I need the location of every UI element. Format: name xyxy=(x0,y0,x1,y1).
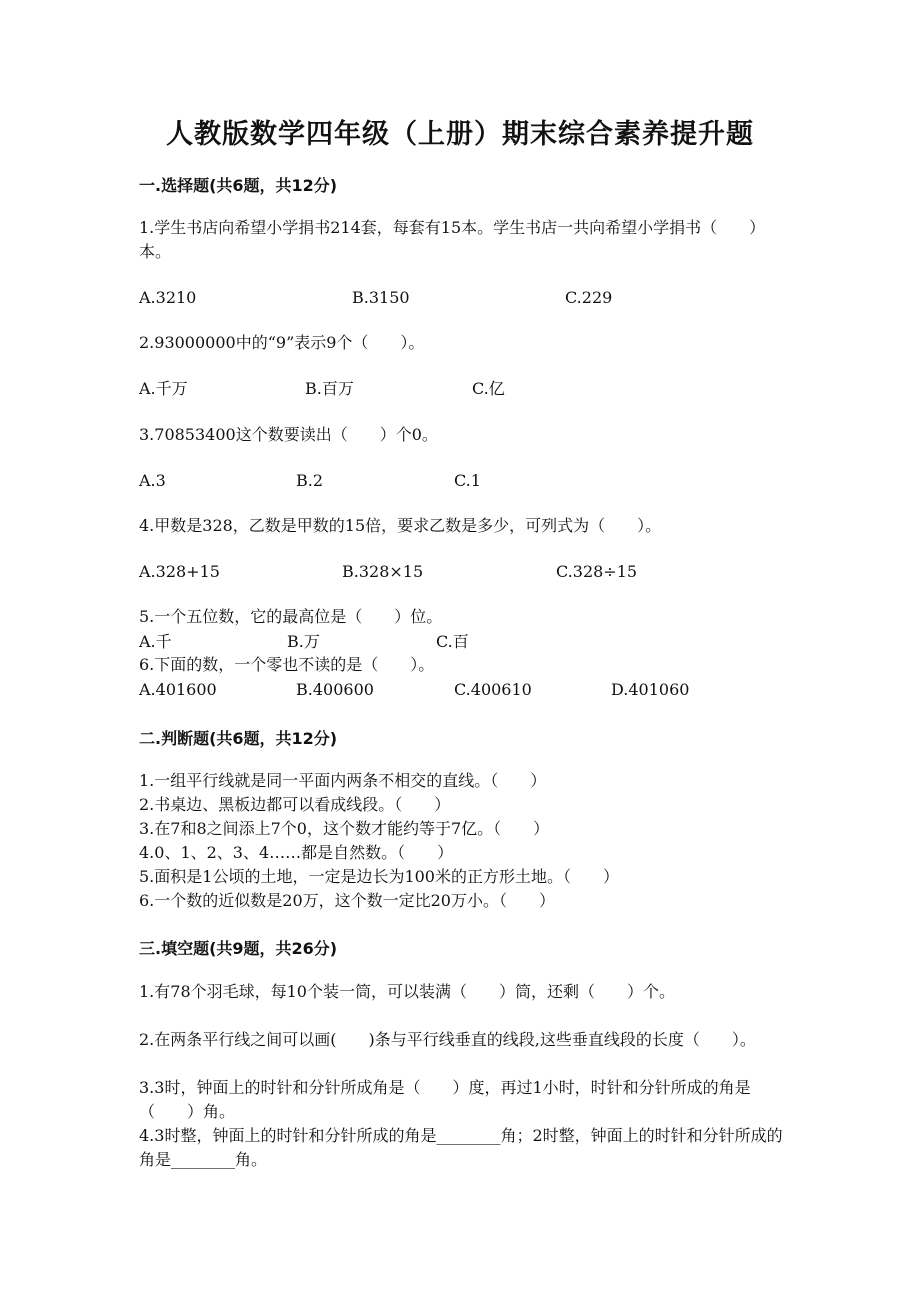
option-c: C.百 xyxy=(436,632,469,651)
option-d: D.401060 xyxy=(611,680,690,699)
option-a: A.328+15 xyxy=(139,562,220,581)
fill-blank-item: 2.在两条平行线之间可以画( )条与平行线垂直的线段,这些垂直线段的长度（ ）。 xyxy=(139,1030,756,1049)
option-a: A.401600 xyxy=(139,680,217,699)
section-heading-judgement: 二.判断题(共6题，共12分) xyxy=(139,729,338,748)
option-b: B.3150 xyxy=(352,288,410,307)
option-c: C.亿 xyxy=(472,379,505,398)
section-heading-choice: 一.选择题(共6题，共12分) xyxy=(139,176,338,195)
question-text: 3.70853400这个数要读出（ ）个0。 xyxy=(139,425,438,444)
judgement-item: 3.在7和8之间添上7个0，这个数才能约等于7亿。（ ） xyxy=(139,819,550,838)
fill-blank-item: 1.有78个羽毛球，每10个装一筒，可以装满（ ）筒，还剩（ ）个。 xyxy=(139,982,675,1001)
option-c: C.328÷15 xyxy=(556,562,638,581)
page-title: 人教版数学四年级（上册）期末综合素养提升题 xyxy=(166,119,754,150)
judgement-item: 1.一组平行线就是同一平面内两条不相交的直线。（ ） xyxy=(139,771,547,790)
option-b: B.328×15 xyxy=(342,562,424,581)
fill-blank-item: 3.3时，钟面上的时针和分针所成角是（ ）度，再过1小时，时针和分针所成的角是（ ）角。 xyxy=(139,1078,751,1121)
option-b: B.百万 xyxy=(305,379,354,398)
question-text: 5.一个五位数，它的最高位是（ ）位。 xyxy=(139,607,443,626)
question-text: 1.学生书店向希望小学捐书214套，每套有15本。学生书店一共向希望小学捐书（ ）本。 xyxy=(139,218,766,261)
question-text: 6.下面的数，一个零也不读的是（ ）。 xyxy=(139,655,435,674)
question-text: 2.93000000中的“9”表示9个（ ）。 xyxy=(139,333,425,352)
option-a: A.千 xyxy=(139,632,172,651)
option-c: C.400610 xyxy=(454,680,532,699)
option-a: A.3 xyxy=(139,471,166,490)
judgement-item: 6.一个数的近似数是20万，这个数一定比20万小。（ ） xyxy=(139,891,555,910)
section-heading-fill-blank: 三.填空题(共9题，共26分) xyxy=(139,939,338,958)
judgement-item: 2.书桌边、黑板边都可以看成线段。（ ） xyxy=(139,795,451,814)
option-a: A.3210 xyxy=(139,288,197,307)
option-c: C.1 xyxy=(454,471,481,490)
option-a: A.千万 xyxy=(139,379,188,398)
option-b: B.万 xyxy=(287,632,320,651)
option-b: B.400600 xyxy=(296,680,374,699)
judgement-item: 4.0、1、2、3、4……都是自然数。（ ） xyxy=(139,843,454,862)
option-b: B.2 xyxy=(296,471,324,490)
judgement-item: 5.面积是1公顷的土地，一定是边长为100米的正方形土地。（ ） xyxy=(139,867,619,886)
fill-blank-item: 4.3时整，钟面上的时针和分针所成的角是________角；2时整，钟面上的时针和分针所成的角是________角。 xyxy=(139,1126,783,1169)
question-text: 4.甲数是328，乙数是甲数的15倍，要求乙数是多少，可列式为（ ）。 xyxy=(139,516,662,535)
option-c: C.229 xyxy=(565,288,613,307)
